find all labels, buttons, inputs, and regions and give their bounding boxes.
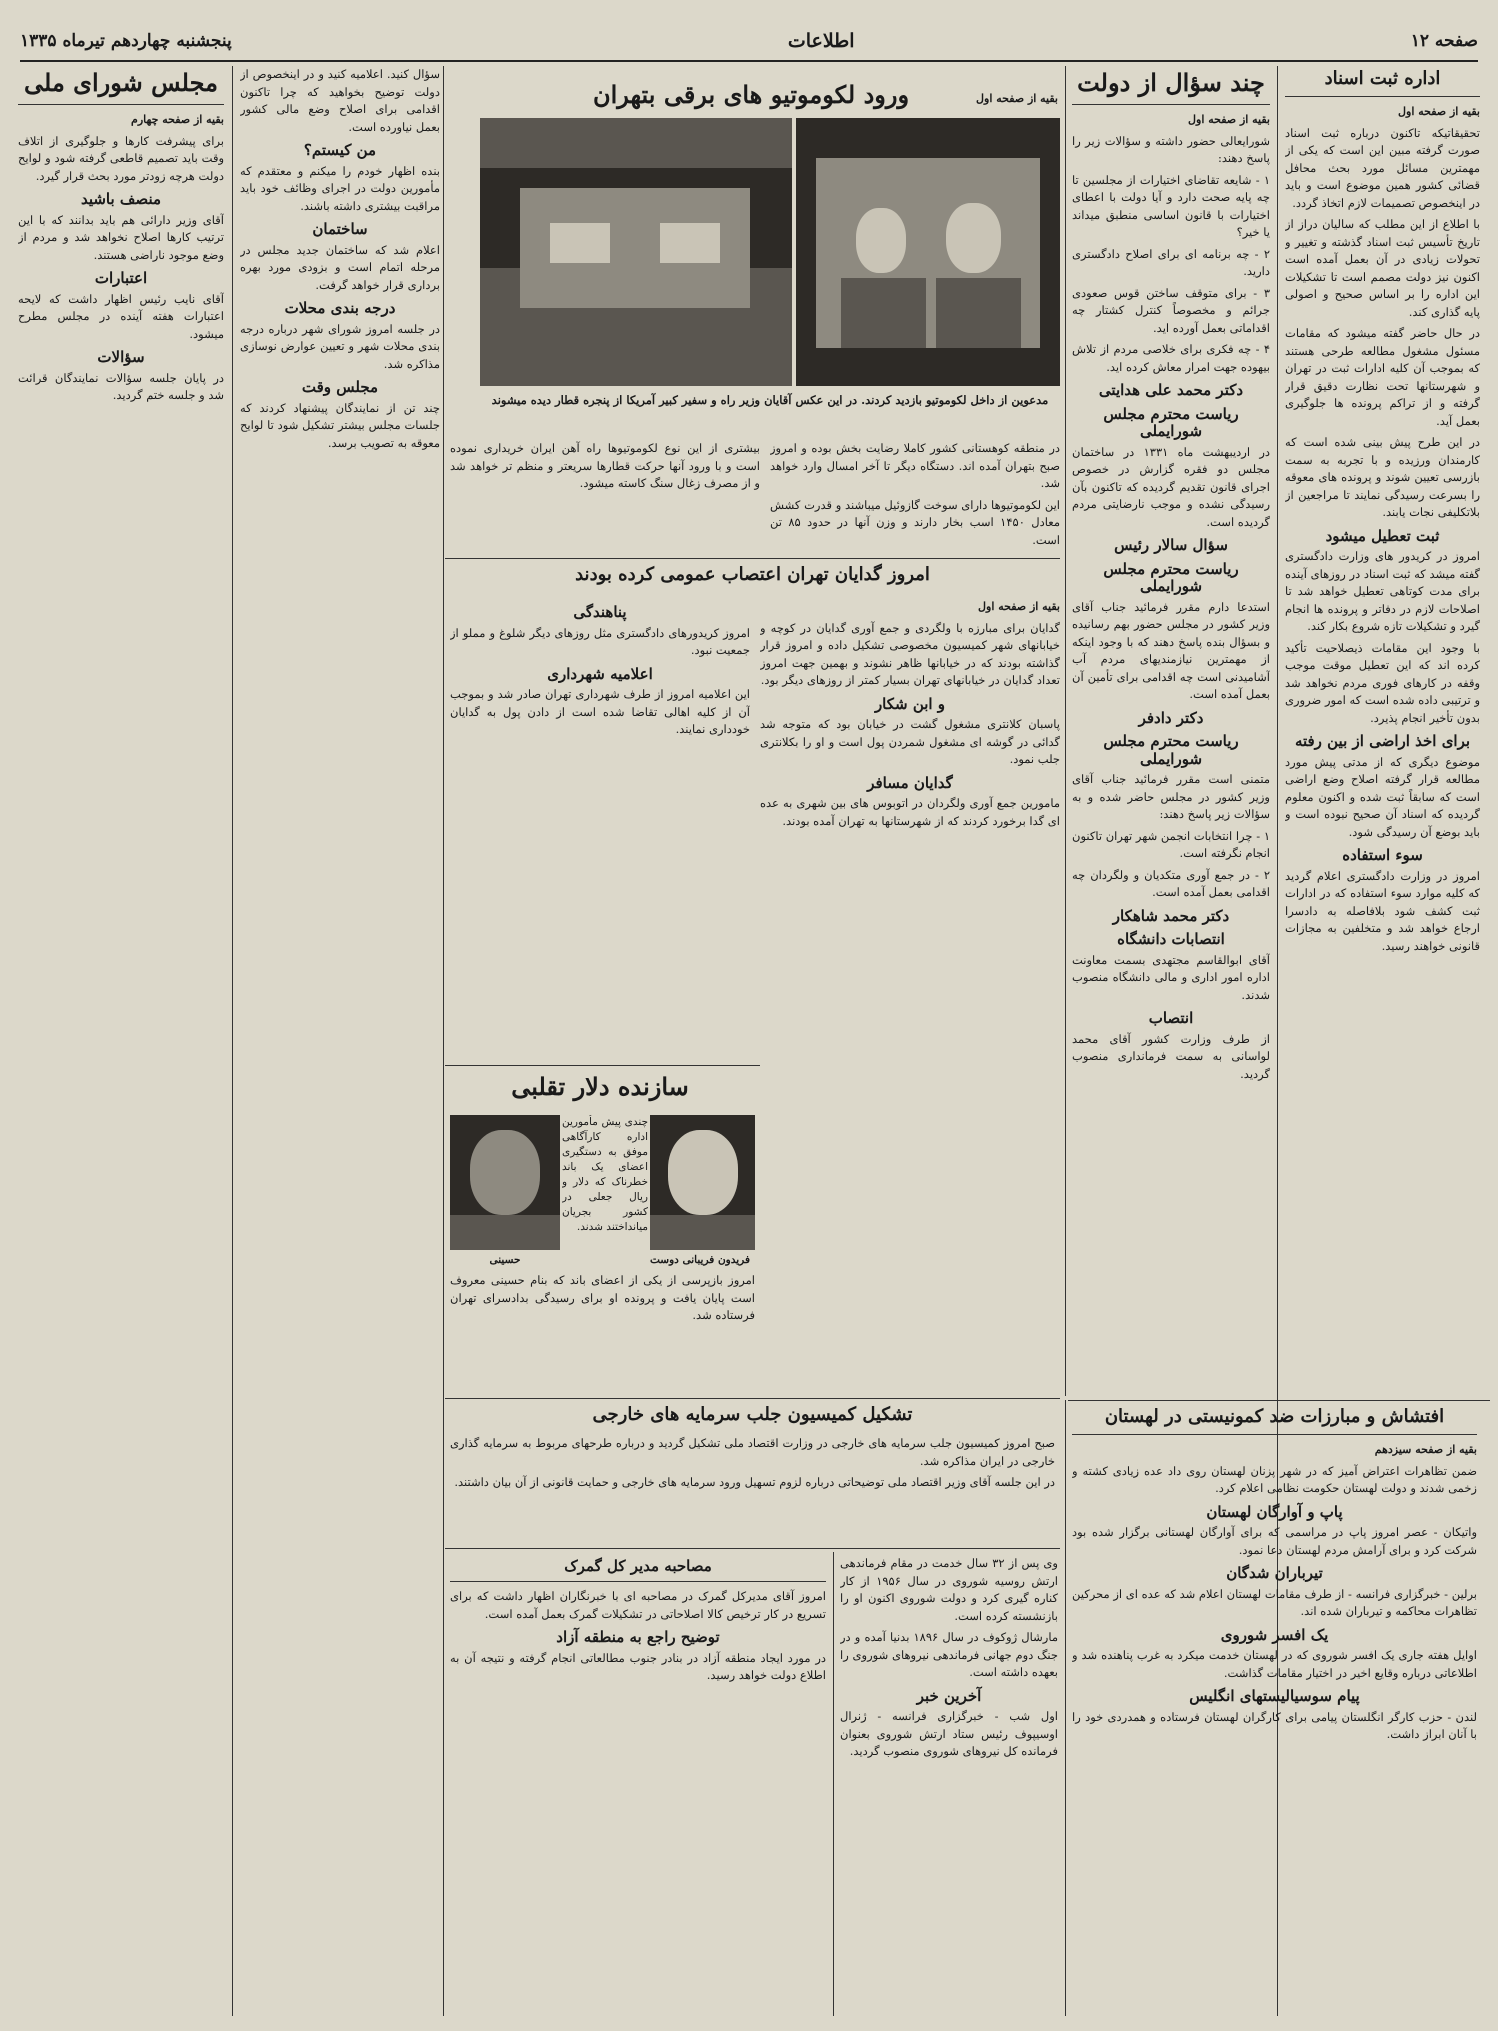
questions-paragraph: ۱ - شایعه تقاضای اختیارات از مجلسین تا چه پایه صحت دارد و آیا دولت با اعطای اختیارات با قانون اساسی منطبق میداند یا خیر؟ (1072, 172, 1270, 239)
customs-subhead: توضیح راجع به منطقه آزاد (556, 1628, 720, 1646)
locomotive-photo (480, 118, 792, 386)
questions-paragraph: آقای ابوالقاسم مجتهدی بسمت معاونت اداره امور اداری و مالی دانشگاه منصوب شدند. (1072, 952, 1270, 1002)
questions-continued: بقیه از صفحه اول (1188, 113, 1270, 126)
locomotive-caption: مدعوین از داخل لکوموتیو بازدید کردند. در این عکس آقایان وزیر راه و سفیر کبیر آمریکا از پنجره قطار دیده میشوند (491, 393, 1049, 407)
foreign-title: تشکیل کمیسیون جلب سرمایه های خارجی (592, 1404, 913, 1425)
rasht-paragraph: در جلسه امروز شورای شهر درباره درجه بندی محلات شهر و تعیین عوارض نوسازی مذاکره شد. (240, 321, 440, 371)
registry-paragraph: با وجود این مقامات ذیصلاحیت تأکید کرده اند که این تعطیل موقت موجب وقفه در کارهای فوری مردم نخواهد شد و ترتیبی داده شده است که امور ضروری بدون تأخیر انجام پذیرد. (1285, 640, 1480, 725)
column-rule (1065, 1400, 1066, 2016)
locomotive-paragraph: در منطقه کوهستانی کشور کاملا رضایت بخش بوده و امروز صبح بتهران آمده اند. دستگاه دیگر تا آخر امسال وارد خواهد شد. (770, 441, 1060, 490)
questions-signature: دکتر محمد علی هدایتی (1098, 381, 1244, 399)
beggars-body (760, 598, 1060, 1398)
registry-title: اداره ثبت اسناد (1285, 66, 1480, 97)
soviet-subhead: آخرین خبر (916, 1686, 982, 1705)
registry-paragraph: در این طرح پیش بینی شده است که کارمندان ورزیده و با تجربه به سمت بازرسی تعیین شوند و پرونده های معوقه را بسرعت رسیدگی نمایند تا مراجعین از بلاتکلیفی نجات یابند. (1285, 435, 1480, 519)
rasht-subhead: مجلس وقت (301, 378, 379, 396)
column-rule (1065, 66, 1066, 1396)
soviet-paragraph: وی پس از ۳۲ سال خدمت در مقام فرماندهی ارتش روسیه شوروی در سال ۱۹۵۶ از کار کناره گیری کرد و دولت شوروی اکنون او را بازنشسته کرده است. (840, 1556, 1058, 1623)
parliament-paragraph: برای پیشرفت کارها و جلوگیری از اتلاف وقت باید تصمیم قاطعی گرفته شود و لوایح دولت هرچه زودتر مورد بحث قرار گیرد. (18, 133, 224, 183)
registry-paragraph: تحقیقاتیکه تاکنون درباره ثبت اسناد صورت گرفته مبین این است که یکی از مهمترین مسائل مورد بحث محافل قضائی کشور همین موضوع است و باید در اینخصوص تصمیمات لازم اتخاذ گردد. (1285, 125, 1480, 210)
column-rule (833, 1552, 834, 2016)
dollar-paragraph: چندی پیش مأمورین اداره کارآگاهی موفق به دستگیری اعضای یک باند خطرناک که دلار و ریال جعلی در کشور بجریان میانداختند شدند. (562, 1116, 648, 1233)
locomotive-kicker: بقیه از صفحه اول (976, 92, 1058, 105)
questions-paragraph: ۱ - چرا انتخابات انجمن شهر تهران تاکنون انجام نگرفته است. (1072, 828, 1270, 860)
beggars-subhead: و ابن شکار (874, 694, 946, 713)
soviet-paragraph: اول شب - خبرگزاری فرانسه - ژنرال اوسیپوف رئیس ستاد ارتش شوروی بعنوان فرمانده کل نیروهای شوروی منصوب گردید. (840, 1709, 1058, 1758)
beggars-paragraph: امروز کریدورهای دادگستری مثل روزهای دیگر شلوغ و مملو از جمعیت نبود. (450, 625, 750, 657)
parliament-subhead: ساختمان (312, 220, 368, 238)
communist-paragraph: برلین - خبرگزاری فرانسه - از طرف مقامات لهستان اعلام شد که عده ای از محرکین تظاهرات محاکمه و تیرباران شده اند. (1072, 1586, 1477, 1618)
page-header (20, 22, 1478, 62)
questions-paragraph: از طرف وزارت کشور آقای محمد لواسانی به سمت فرمانداری منصوب گردید. (1072, 1031, 1270, 1081)
communist-paragraph: لندن - حزب کارگر انگلستان پیامی برای کارگران لهستان فرستاده و همدردی خود را با آنان ابراز داشت. (1072, 1709, 1477, 1741)
registry-subhead: برای اخذ اراضی از بین رفته (1294, 732, 1471, 750)
paper-name: اطلاعات (787, 30, 855, 52)
questions-paragraph: شورایعالی حضور داشته و سؤالات زیر را پاسخ دهند: (1072, 133, 1270, 165)
rasht-title: درجه بندی محلات (284, 299, 396, 317)
questions-heading: ریاست محترم مجلس شورایملی (1103, 732, 1239, 768)
questions-paragraph: استدعا دارم مقرر فرمائید جناب آقای وزیر کشور در مجلس حضور بهم رسانیده و بسؤال بنده پاسخ دهند که با وجود اینکه از مهمترین نیازمندیهای مردم آب آشامیدنی است چه اقدامی برای تأمین آن بعمل آمده است. (1072, 599, 1270, 701)
beggars-subhead: گدایان مسافر (867, 773, 953, 792)
column-rule (443, 66, 444, 2016)
questions-paragraph: ۴ - چه فکری برای خلاصی مردم از تلاش بیهوده جهت امرار معاش کرده اید. (1072, 342, 1270, 374)
questions-title: چند سؤال از دولت (1072, 66, 1270, 105)
officials-photo (796, 118, 1060, 386)
beggars-paragraph: پاسبان کلانتری مشغول گشت در خیابان بود که متوجه شد گدائی در گوشه ای مشغول شمردن پول است و او را بکلانتری جلب نمود. (760, 717, 1060, 766)
dollar-caption: فریدون فریبانی دوست (650, 1254, 750, 1266)
registry-subhead: ثبت تعطیل میشود (1325, 526, 1440, 545)
parliament-paragraph: سؤال کنید. اعلامیه کنید و در اینخصوص از دولت توضیح بخواهید که چرا تاکنون اقدامی برای اصلاح وضع مالی کشور بعمل نیاورده است. (240, 67, 440, 134)
section-rule (445, 1548, 1060, 1549)
questions-heading: انتصابات دانشگاه (1117, 930, 1225, 948)
communist-paragraph: واتیکان - عصر امروز پاپ در مراسمی که برای آوارگان لهستانی برگزار شده بود شرکت کرد و برای آرامش مردم لهستان دعا نمود. (1072, 1525, 1477, 1557)
communist-title: افتشاش و مبارزات ضد کمونیستی در لهستان (1072, 1404, 1477, 1435)
customs-paragraph: امروز آقای مدیرکل گمرک در مصاحبه ای با خبرنگاران اظهار داشت که برای تسریع در کار ترخیص کالا اصلاحاتی در تشکیلات گمرک بعمل آمده است. (450, 1589, 826, 1621)
registry-paragraph: امروز در وزارت دادگستری اعلام گردید که کلیه موارد سوء استفاده که در ادارات ثبت کشف شود بلافاصله به دادسرا ارجاع خواهد شد و متخلفین به مجازات قانونی خواهند رسید. (1285, 868, 1480, 953)
dollar-paragraph: امروز بازپرسی از یکی از اعضای باند که بنام حسینی معروف است پایان یافت و پرونده او برای رسیدگی بدادسرای تهران فرستاده شد. (450, 1273, 755, 1322)
section-rule (1068, 1400, 1490, 1401)
questions-heading: دکتر دادفر (1138, 708, 1204, 727)
questions-heading: ریاست محترم مجلس شورایملی (1103, 404, 1239, 440)
communist-subhead: پیام سوسیالیستهای انگلیس (1189, 1687, 1360, 1705)
parliament-article (18, 66, 224, 2016)
section-rule (445, 558, 1060, 559)
locomotive-title: ورود لکوموتیو های برقی بتهران (592, 80, 910, 109)
registry-subhead: سوء استفاده (1342, 846, 1423, 864)
questions-paragraph: ۲ - در جمع آوری متکدیان و ولگردان چه اقدامی بعمل آمده است. (1072, 867, 1270, 899)
dollar-body (562, 1115, 648, 1250)
beggars-body (450, 598, 750, 1058)
section-rule (445, 1398, 1060, 1399)
questions-paragraph: ۳ - برای متوقف ساختن قوس صعودی جرائم و مخصوصاً کنترل کشتار چه اقداماتی بعمل آورده اید. (1072, 285, 1270, 335)
beggars-subhead: اعلامیه شهرداری (547, 664, 653, 683)
communist-paragraph: ضمن تظاهرات اعتراض آمیز که در شهر پزنان لهستان روی داد عده زیادی کشته و زخمی شدند و دولت لهستان حکومت نظامی اعلام کرد. (1072, 1463, 1477, 1495)
section-rule (445, 1065, 760, 1066)
beggars-paragraph: مامورین جمع آوری ولگردان در اتوبوس های بین شهری به عده ای گدا برخورد کردند که از شهرستانها به تهران آمده بودند. (760, 796, 1060, 828)
column-rule (232, 66, 233, 2016)
locomotive-body (450, 440, 760, 550)
parliament-paragraph: آقای وزیر دارائی هم باید بدانند که با این ترتیب کارها اصلاح نخواهد شد و مردم از وضع موجود ناراضی هستند. (18, 212, 224, 262)
communist-subhead: تیرباران شدگان (1226, 1564, 1323, 1582)
communist-continued: بقیه از صفحه سیزدهم (1374, 1443, 1477, 1456)
questions-paragraph: در اردیبهشت ماه ۱۳۳۱ در ساختمان مجلس دو فقره گزارش در خصوص اجرای قانون تقدیم گردیده که تاکنون بآن رسیدگی نشده و موجب نارضایتی مردم گردیده است. (1072, 444, 1270, 529)
questions-paragraph: ۲ - چه برنامه ای برای اصلاح دادگستری دارید. (1072, 246, 1270, 278)
soviet-paragraph: مارشال ژوکوف در سال ۱۸۹۶ بدنیا آمده و در جنگ دوم جهانی فرماندهی نیروهای شوروی را بعهده داشته است. (840, 1630, 1058, 1679)
questions-paragraph: متمنی است مقرر فرمائید جناب آقای وزیر کشور در مجلس حاضر شده و به سؤالات زیر پاسخ دهند: (1072, 772, 1270, 821)
questions-heading: سؤال سالار رئیس (1114, 536, 1228, 554)
locomotive-paragraph: بیشتری از این نوع لکوموتیوها راه آهن ایران خریداری نموده است و با ورود آنها حرکت قطارها سریعتر و منظم تر خواهد شد و از مصرف زغال سنگ کاسته میشود. (450, 441, 760, 490)
communist-article (1072, 1404, 1477, 2014)
locomotive-paragraph: این لکوموتیوها دارای سوخت گازوئیل میباشند و قدرت کشش معادل ۱۴۵۰ اسب بخار دارند و وزن آنها در حدود ۸۵ تن است. (770, 497, 1060, 547)
parliament-paragraph: بنده اظهار خودم را میکنم و معتقدم که مأمورین دولت در اجرای وظائف خود باید مراقبت بیشتری داشته باشند. (240, 163, 440, 213)
customs-article (450, 1555, 826, 2015)
soviet-article (840, 1555, 1058, 2015)
parliament-paragraph: آقای نایب رئیس اظهار داشت که لایحه اعتبارات هفته آینده در مجلس مطرح میشود. (18, 291, 224, 341)
communist-subhead: یک افسر شوروی (1220, 1625, 1329, 1644)
dollar-title: سازنده دلار تقلبی (511, 1072, 689, 1101)
parliament-subhead: من کیستم؟ (303, 141, 377, 159)
registry-paragraph: موضوع دیگری که از مدتی پیش مورد مطالعه قرار گرفته اصلاح وضع اراضی است که سابقاً ثبت شده و اکنون معلوم گردیده که اسناد آن صحیح نبوده است و باید بوضع آن رسیدگی شود. (1285, 754, 1480, 839)
foreign-body (450, 1435, 1055, 1545)
suspect-photo (450, 1115, 560, 1250)
beggars-paragraph: گدایان برای مبارزه با ولگردی و جمع آوری گدایان در کوچه و خیابانهای شهر کمیسیون مخصوصی تشکیل داده و امروز قرار گذاشته بودند که در خیابانها ظاهر نشوند و بهمین جهت امروز تعداد گدایان در خیابانهای تهران بسیار کمتر از روزهای دیگر بود. (760, 620, 1060, 687)
communist-subhead: پاپ و آوارگان لهستان (1206, 1502, 1343, 1521)
registry-continued: بقیه از صفحه اول (1398, 105, 1480, 118)
beggars-title: امروز گدایان تهران اعتصاب عمومی کرده بودند (575, 564, 930, 585)
customs-title: مصاحبه مدیر کل گمرک (450, 1555, 826, 1582)
suspect-photo (650, 1115, 755, 1250)
dollar-body (450, 1272, 755, 1392)
parliament-subhead: سؤالات (97, 348, 145, 366)
questions-heading: ریاست محترم مجلس شورایملی (1103, 559, 1239, 595)
locomotive-body (770, 440, 1060, 550)
registry-paragraph: با اطلاع از این مطلب که سالیان دراز از تاریخ تأسیس ثبت اسناد گذشته و تغییر و تحولات زیادی در آن بعمل آمده است اکنون نیز دولت مصمم است تا تشکیلات این اداره را بر اساس صحیح و اصولی پایه گذاری کند. (1285, 217, 1480, 319)
parliament-article-continued (240, 66, 440, 2016)
parliament-continued: بقیه از صفحه چهارم (131, 113, 224, 126)
rasht-paragraph: چند تن از نمایندگان پیشنهاد کردند که جلسات مجلس بیشتر تشکیل شود تا لوایح معوقه به تصویب برسد. (240, 400, 440, 450)
parliament-subhead: اعتبارات (94, 269, 148, 287)
customs-paragraph: در مورد ایجاد منطقه آزاد در بنادر جنوب مطالعاتی انجام گرفته و نتیجه آن به اطلاع دولت خواهد رسید. (450, 1650, 826, 1682)
parliament-paragraph: اعلام شد که ساختمان جدید مجلس در مرحله اتمام است و بزودی مورد بهره برداری قرار خواهد گرفت. (240, 242, 440, 292)
dollar-caption: حسینی (489, 1254, 521, 1266)
foreign-paragraph: صبح امروز کمیسیون جلب سرمایه های خارجی در وزارت اقتصاد ملی تشکیل گردید و درباره طرحهای مربوط به سرمایه گذاری خارجی در ایران مذاکره شد. (450, 1436, 1055, 1468)
parliament-paragraph: در پایان جلسه سؤالات نمایندگان قرائت شد و جلسه ختم گردید. (18, 370, 224, 402)
beggars-subhead: پناهندگی (573, 603, 627, 621)
questions-signature: دکتر محمد شاهکار (1112, 906, 1230, 925)
questions-article (1072, 66, 1270, 1396)
communist-paragraph: اوایل هفته جاری یک افسر شوروی که در لهستان خدمت میکرد به غرب پناهنده شد و اطلاعاتی درباره وقایع اخیر در اختیار مقامات گذاشت. (1072, 1648, 1477, 1680)
page-number: صفحه ۱۲ (1410, 31, 1478, 51)
beggars-continued: بقیه از صفحه اول (978, 600, 1060, 613)
foreign-paragraph: در این جلسه آقای وزیر اقتصاد ملی توضیحاتی درباره لزوم تسهیل ورود سرمایه های خارجی و حمایت قانونی از آن بیان داشتند. (454, 1475, 1055, 1489)
parliament-title: مجلس شورای ملی (18, 66, 224, 105)
registry-paragraph: امروز در کریدور های وزارت دادگستری گفته میشد که ثبت اسناد در روزهای آینده برای مدت کوتاهی تعطیل خواهد شد تا اصلاحات لازم در دفاتر و پرونده ها انجام گیرد و تشکیلات تازه شروع بکار کند. (1285, 549, 1480, 633)
questions-heading: انتصاب (1148, 1009, 1194, 1027)
parliament-subhead: منصف باشید (80, 190, 162, 208)
registry-paragraph: در حال حاضر گفته میشود که مقامات مسئول مشغول مطالعه طرحی هستند که بموجب آن کلیه ادارات ثبت در تهران و شهرستانها تحت نظارت دقیق قرار گرفته و از تراکم پرونده ها جلوگیری بعمل آید. (1285, 326, 1480, 428)
issue-date: پنجشنبه چهاردهم تیرماه ۱۳۳۵ (20, 31, 232, 51)
beggars-paragraph: این اعلامیه امروز از طرف شهرداری تهران صادر شد و بموجب آن از کلیه اهالی تقاضا شده است از دادن پول به گدایان خودداری نمایند. (450, 687, 750, 736)
